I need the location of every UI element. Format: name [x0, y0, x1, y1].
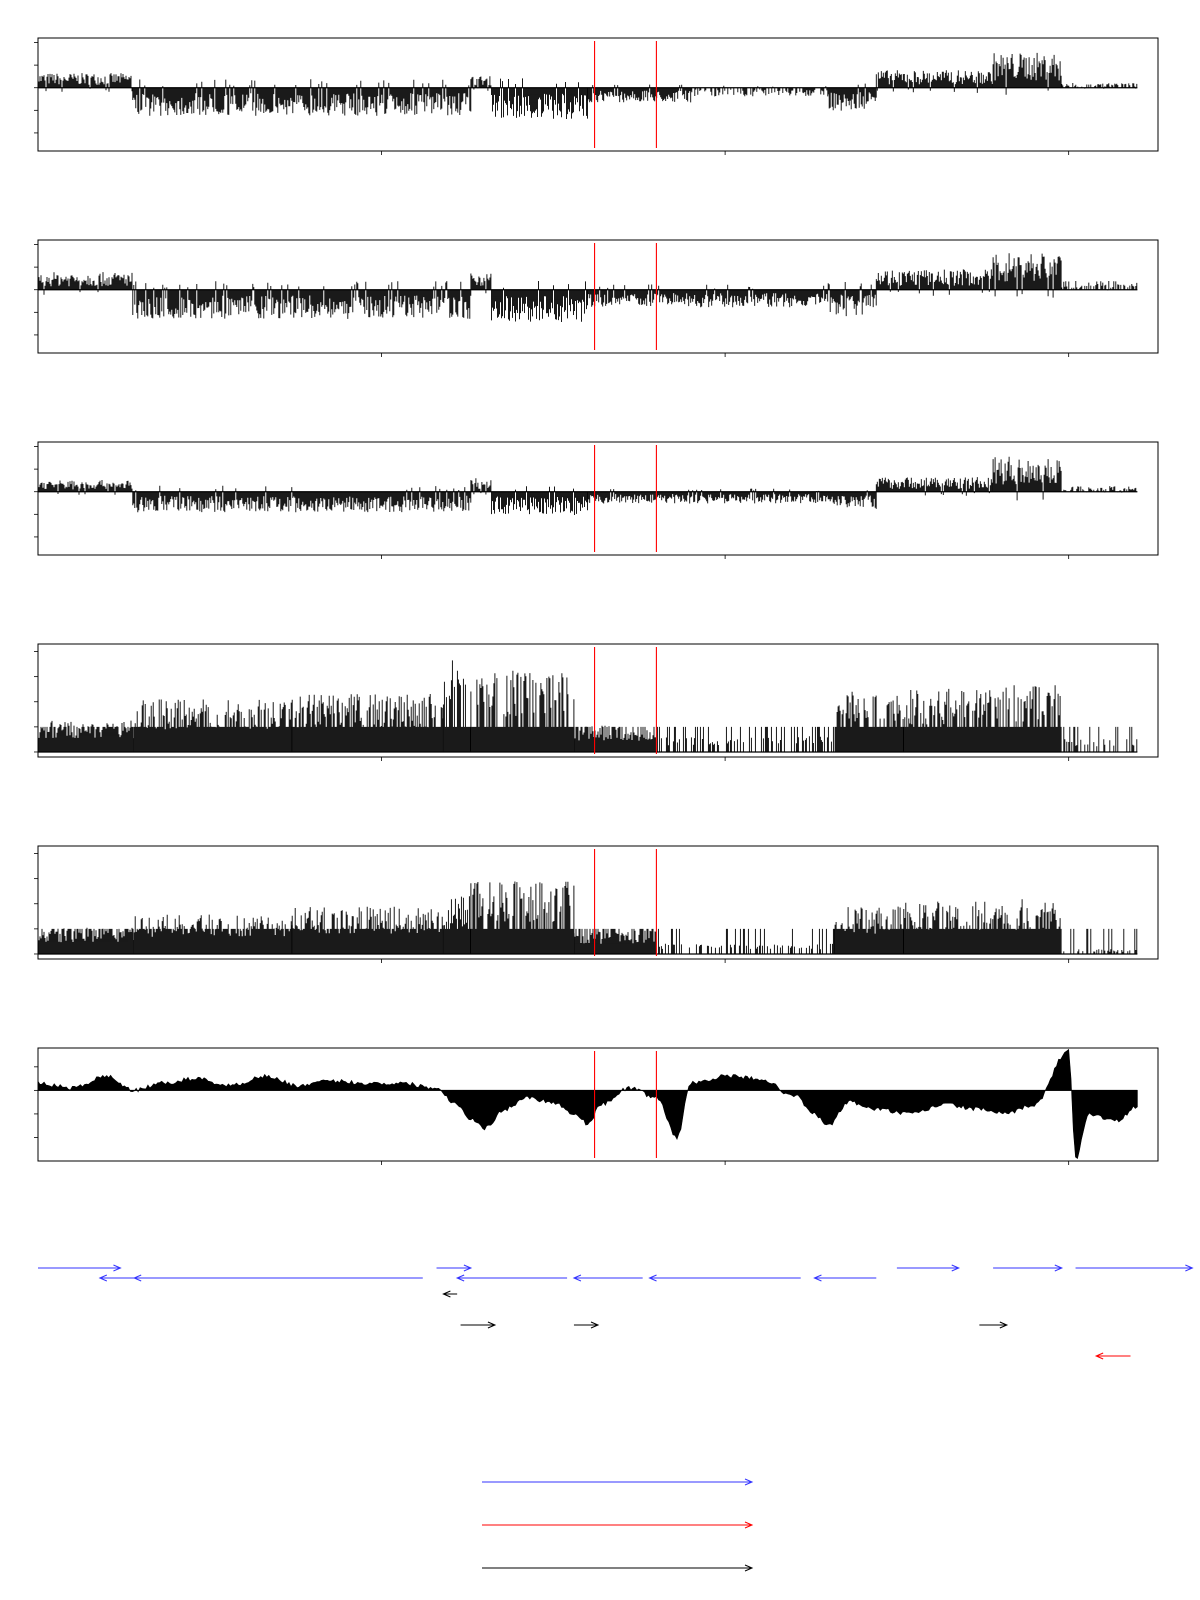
data-bar-segment-5 — [588, 489, 828, 504]
legend-section — [482, 1479, 752, 1571]
annotation-feature — [814, 1275, 876, 1281]
ratio-area — [38, 1050, 1137, 1159]
data-bar-segment-7 — [657, 727, 833, 752]
annotation-feature — [443, 1291, 457, 1297]
data-bar-segment-3 — [292, 694, 443, 752]
annotation-feature — [650, 1275, 801, 1281]
data-bar-segment-8 — [993, 457, 1061, 501]
data-bar-segment-4 — [443, 896, 470, 954]
data-series — [38, 660, 1137, 752]
annotation-feature — [1076, 1265, 1193, 1271]
data-bar-segment-3 — [471, 76, 491, 91]
data-bar-segment-5 — [588, 285, 828, 308]
chart-panel-5 — [34, 846, 1158, 963]
data-bar-segment-4 — [492, 78, 588, 119]
data-bar-segment-2 — [133, 486, 471, 512]
data-bar-segment-8 — [835, 692, 903, 752]
annotation-feature — [134, 1275, 423, 1281]
data-bar-segment-2 — [133, 281, 471, 319]
data-bar-segment-10 — [993, 685, 1061, 752]
data-bar-segment-1 — [38, 272, 132, 295]
chart-panel-6 — [34, 1048, 1158, 1165]
data-bar-segment-1 — [38, 928, 134, 954]
data-bar-segment-1 — [38, 73, 132, 92]
data-bar-segment-4 — [492, 281, 588, 322]
data-bar-segment-2 — [133, 79, 471, 116]
data-series — [38, 53, 1137, 119]
chart-panel-1 — [34, 38, 1158, 155]
data-bar-segment-11 — [1064, 929, 1137, 954]
data-series — [38, 253, 1137, 322]
data-bar-segment-5 — [471, 882, 574, 955]
legend-entry-gene — [482, 1479, 752, 1485]
data-bar-segment-1 — [38, 480, 132, 495]
legend-entry-xut — [482, 1522, 752, 1528]
annotation-feature — [979, 1322, 1006, 1328]
data-series — [38, 1050, 1137, 1159]
data-bar-segment-11 — [1064, 727, 1137, 752]
annotation-feature — [38, 1265, 120, 1271]
data-bar-segment-9 — [904, 902, 993, 954]
chart-panel-2 — [34, 240, 1158, 357]
annotations-section — [38, 1265, 1192, 1359]
data-bar-segment-2 — [134, 915, 292, 954]
data-bar-segment-2 — [134, 700, 292, 753]
data-bar-segment-5 — [471, 671, 574, 752]
annotation-feature — [100, 1275, 134, 1281]
data-bar-segment-4 — [492, 486, 588, 515]
data-bar-segment-7 — [658, 929, 834, 954]
data-bar-segment-9 — [993, 53, 1061, 95]
data-bar-segment-6 — [828, 282, 876, 316]
chart-panel-4 — [34, 644, 1158, 761]
data-bar-segment-3 — [292, 907, 443, 954]
annotation-feature — [993, 1265, 1062, 1271]
annotation-feature — [574, 1275, 643, 1281]
data-bar-segment-7 — [876, 477, 992, 496]
chart-panel-3 — [34, 442, 1158, 559]
data-bar-segment-9 — [904, 689, 993, 752]
annotation-feature — [897, 1265, 959, 1271]
data-bar-segment-6 — [574, 726, 656, 752]
annotation-feature — [1096, 1353, 1130, 1359]
legend-entry-other — [482, 1565, 752, 1571]
data-bar-segment-7 — [876, 269, 992, 295]
annotation-feature — [461, 1322, 495, 1328]
data-bar-segment-8 — [835, 907, 903, 954]
data-bar-segment-8 — [876, 70, 992, 93]
data-bar-segment-1 — [38, 721, 134, 752]
data-bar-segment-6 — [828, 490, 876, 509]
annotation-feature — [457, 1275, 567, 1281]
data-series — [38, 457, 1137, 515]
data-bar-segment-4 — [443, 660, 470, 752]
data-bar-segment-9 — [1062, 281, 1137, 290]
data-series — [38, 882, 1137, 955]
data-bar-segment-6 — [574, 929, 656, 954]
annotation-feature — [437, 1265, 471, 1271]
data-bar-segment-8 — [993, 253, 1061, 297]
annotation-feature — [574, 1322, 598, 1328]
data-bar-segment-10 — [993, 899, 1061, 954]
